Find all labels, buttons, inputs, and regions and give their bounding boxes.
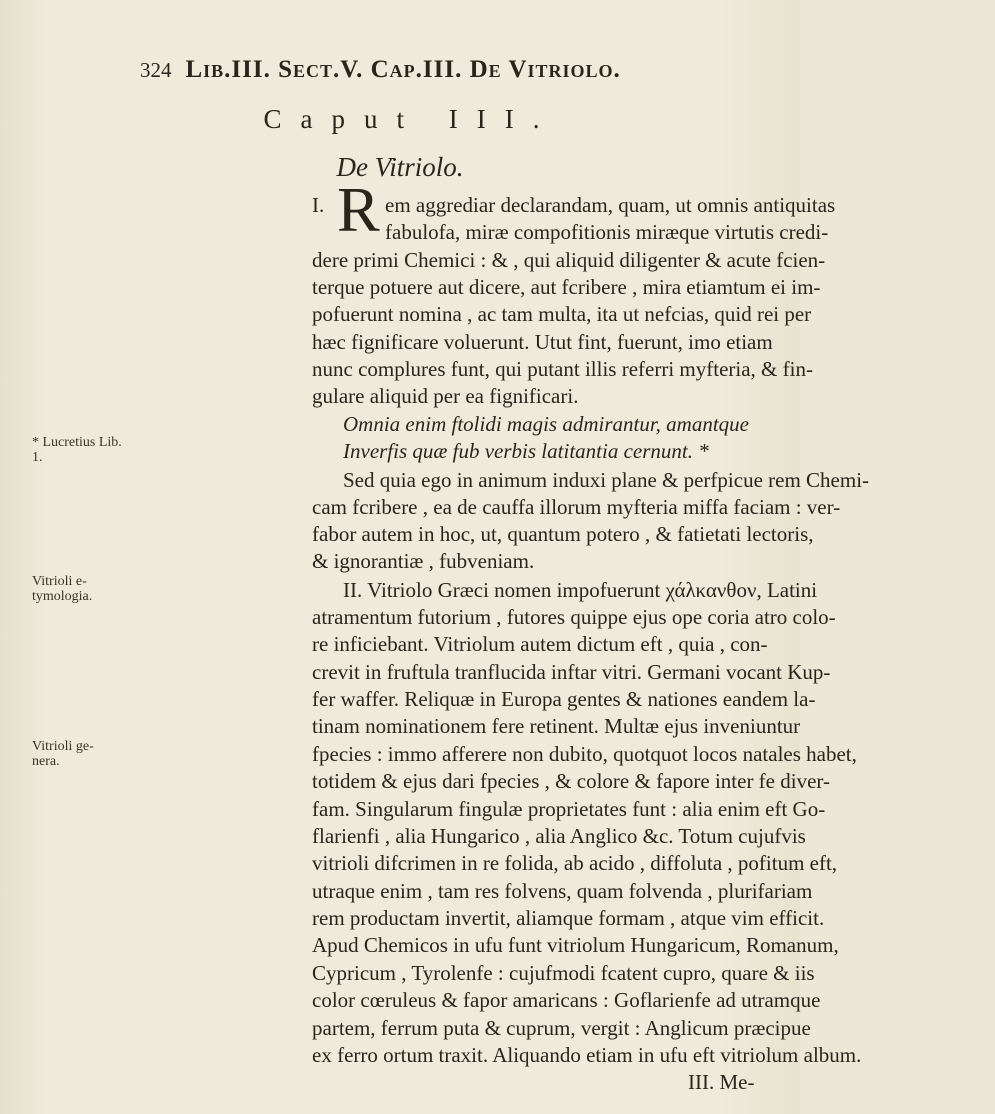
text-line: em aggrediar declarandam, quam, ut omnis antiquitas [385, 193, 836, 217]
text-line: fpecies : immo afferere non dubito, quotquot locos natales habet, [312, 742, 857, 766]
running-head: Lib.III. Sect.V. Cap.III. De Vitriolo. [185, 56, 621, 83]
text-line: II. Vitriolo Græci nomen impofuerunt χάλκανθον, Latini [343, 578, 818, 602]
text-line: partem, ferrum puta & cuprum, vergit : Anglicum præcipue [312, 1016, 811, 1040]
text-line: Sed quia ego in animum induxi plane & perfpicue rem Chemi- [343, 468, 870, 492]
text-line: ex ferro ortum traxit. Aliquando etiam in ufu eft vitriolum album. [312, 1043, 862, 1067]
paragraph-number: I. [312, 193, 325, 217]
margin-note: Vitrioli ge- nera. [32, 739, 94, 769]
page-header [140, 56, 740, 84]
text-line: crevit in fruftula tranflucida inftar vitri. Germani vocant Kup- [312, 660, 831, 684]
text-line: & ignorantiæ , fubveniam. [312, 549, 535, 573]
text-line: hæc fignificare voluerunt. Utut fint, fuerunt, imo etiam [312, 330, 773, 354]
page-number: 324 [140, 58, 172, 82]
chapter-title: Caput III. [263, 104, 559, 134]
text-line: Cypricum , Tyrolenfe : cujufmodi fcatent cupro, quare & iis [312, 961, 815, 985]
text-line: cam fcribere , ea de cauffa illorum myfteria miffa faciam : ver- [312, 495, 841, 519]
text-line: fam. Singularum fingulæ proprietates funt : alia enim eft Go- [312, 797, 826, 821]
text-line: color cœruleus & fapor amaricans : Goflarienfe ad utramque [312, 988, 821, 1012]
text-line: gulare aliquid per ea fignificari. [312, 384, 579, 408]
catchword: III. Me- [688, 1070, 755, 1094]
text-line: re inficiebant. Vitriolum autem dictum eft , quia , con- [312, 632, 768, 656]
margin-note: Vitrioli e- tymologia. [32, 574, 93, 604]
text-line: Apud Chemicos in ufu funt vitriolum Hungaricum, Romanum, [312, 933, 839, 957]
text-line: fabor autem in hoc, ut, quantum potero , & fatietati lectoris, [312, 522, 814, 546]
text-line: atramentum futorium , futores quippe ejus ope coria atro colo- [312, 605, 836, 629]
chapter-subtitle: De Vitriolo. [336, 152, 464, 182]
text-line: vitrioli difcrimen in re folida, ab acido , diffoluta , pofitum eft, [312, 851, 838, 875]
text-line: fabulofa, miræ compofitionis miræque virtutis credi- [385, 220, 829, 244]
text-line: nunc complures funt, qui putant illis referri myfteria, & fin- [312, 357, 813, 381]
text-line: dere primi Chemici : & , qui aliquid diligenter & acute fcien- [312, 248, 826, 272]
text-line: terque potuere aut dicere, aut fcribere , mira etiamtum ei im- [312, 275, 821, 299]
quote-line: Omnia enim ftolidi magis admirantur, amantque [343, 412, 750, 436]
text-line: pofuerunt nomina , ac tam multa, ita ut nefcias, quid rei per [312, 302, 812, 326]
margin-note: * Lucretius Lib. 1. [32, 435, 122, 465]
quote-line: Inverfis quæ fub verbis latitantia cernunt. * [343, 439, 709, 463]
text-line: utraque enim , tam res folvens, quam folvenda , plurifariam [312, 879, 813, 903]
text-line: fer waffer. Reliquæ in Europa gentes & nationes eandem la- [312, 687, 816, 711]
text-line: tinam nominationem fere retinent. Multæ ejus inveniuntur [312, 714, 801, 738]
text-line: totidem & ejus dari fpecies , & colore & fapore inter fe diver- [312, 769, 830, 793]
drop-cap: R [337, 174, 380, 245]
text-line: flarienfi , alia Hungarico , alia Anglico &c. Totum cujufvis [312, 824, 806, 848]
text-line: rem productam invertit, aliamque formam , atque vim efficit. [312, 906, 825, 930]
